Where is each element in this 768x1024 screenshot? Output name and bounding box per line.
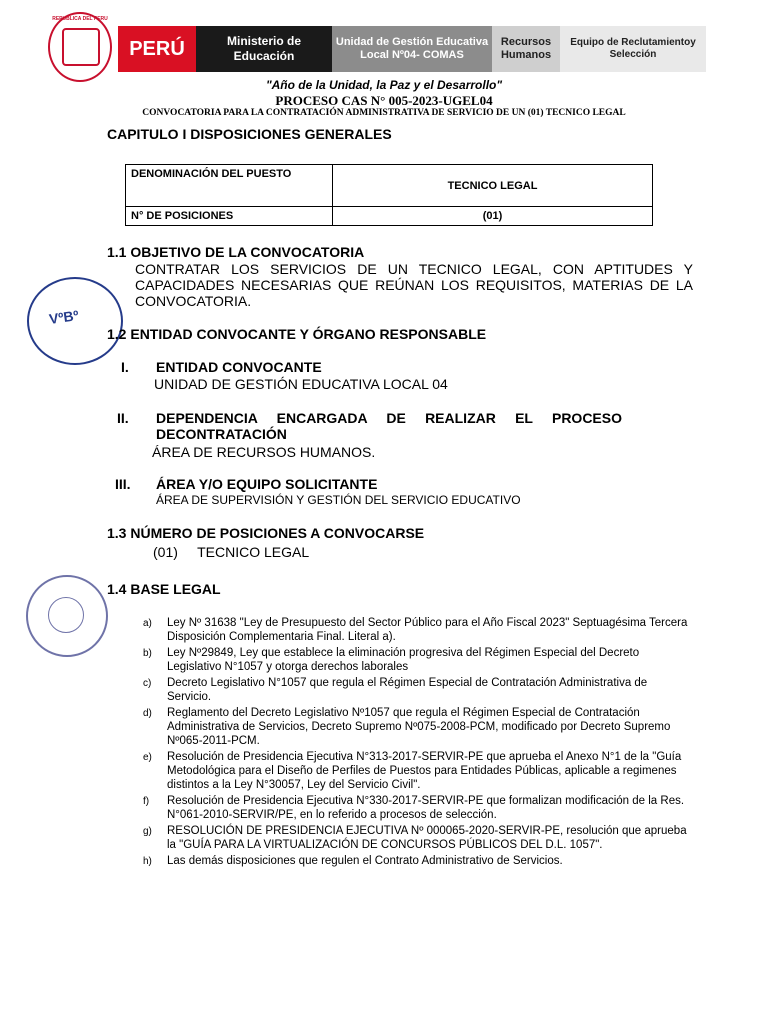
list-marker: h) xyxy=(143,856,152,867)
chapter-title: CAPITULO I DISPOSICIONES GENERALES xyxy=(107,126,392,142)
list-text: Ley Nº29849, Ley que establece la eliminación progresiva del Régimen Especial del Decreto Legislativo N°1057 y otorga derechos laborales xyxy=(167,647,640,673)
list-text: Decreto Legislativo N°1057 que regula el Régimen Especial de Contratación Administrativa de Servicio. xyxy=(167,677,648,703)
ugel-banner: Unidad de Gestión Educativa Local Nº04- COMAS xyxy=(332,26,492,72)
list-item xyxy=(143,750,688,792)
table-row xyxy=(126,207,653,226)
section-1-4-title: 1.4 BASE LEGAL xyxy=(107,581,221,597)
section-1-3-title: 1.3 NÚMERO DE POSICIONES A CONVOCARSE xyxy=(107,525,425,541)
item-i-number: I. xyxy=(121,359,129,375)
item-iii-text: ÁREA DE SUPERVISIÓN Y GESTIÓN DEL SERVICIO EDUCATIVO xyxy=(156,493,521,507)
shield-icon xyxy=(62,28,100,66)
list-marker: d) xyxy=(143,708,152,719)
equipo-banner: Equipo de Reclutamientoy Selección xyxy=(560,26,706,72)
ministry-stamp xyxy=(26,575,108,657)
item-iii-number: III. xyxy=(115,476,131,492)
table-row xyxy=(126,165,653,207)
shield-icon xyxy=(48,597,84,633)
section-1-1-text: CONTRATAR LOS SERVICIOS DE UN TECNICO LEGAL, CON APTITUDES Y CAPACIDADES NECESARIAS QUE REÚNAN LOS REQUISITOS, MATERIAS DE LA CONVOCATORIA. xyxy=(135,261,693,309)
item-ii-number: II. xyxy=(117,410,129,426)
list-text: Resolución de Presidencia Ejecutiva N°313-2017-SERVIR-PE que aprueba el Anexo N°1 de la "Guía Metodológica para el Diseño de Perfiles de Puestos para Entidades Públicas, aplicable a regimenes distintos a la Ley N°30057, Ley del Servicio Civil". xyxy=(167,751,682,791)
list-marker: c) xyxy=(143,678,152,689)
list-marker: a) xyxy=(143,618,152,629)
seal-caption: REPUBLICA DEL PERU xyxy=(52,16,108,22)
section-1-3-text: (01) TECNICO LEGAL xyxy=(153,544,310,560)
rrhh-banner: Recursos Humanos xyxy=(492,26,560,72)
peru-coat-of-arms-seal xyxy=(48,12,112,82)
item-iii-title: ÁREA Y/O EQUIPO SOLICITANTE xyxy=(156,476,378,492)
item-ii-text: ÁREA DE RECURSOS HUMANOS. xyxy=(152,444,376,460)
item-i-text: UNIDAD DE GESTIÓN EDUCATIVA LOCAL 04 xyxy=(154,376,448,392)
item-ii-title: DEPENDENCIA ENCARGADA DE REALIZAR EL PROCESO DECONTRATACIÓN xyxy=(156,410,622,442)
stamp-text: VºBº xyxy=(48,307,80,327)
table-cell: TECNICO LEGAL xyxy=(333,165,653,207)
position-table xyxy=(125,164,653,226)
list-item xyxy=(143,646,688,674)
section-1-1-title: 1.1 OBJETIVO DE LA CONVOCATORIA xyxy=(107,244,365,260)
list-text: Resolución de Presidencia Ejecutiva N°330-2017-SERVIR-PE que formalizan modificación de la Res. N°061-2010-SERVIR/PE, en lo referido a procesos de selección. xyxy=(167,795,685,821)
legal-basis-list xyxy=(143,616,688,871)
table-cell: DENOMINACIÓN DEL PUESTO xyxy=(126,165,333,207)
list-item xyxy=(143,794,688,822)
convocatoria-line: CONVOCATORIA PARA LA CONTRATACIÓN ADMINISTRATIVA DE SERVICIO DE UN (01) TECNICO LEGAL xyxy=(142,108,626,118)
ministerio-banner: Ministerio de Educación xyxy=(196,26,332,72)
list-item xyxy=(143,824,688,852)
list-marker: b) xyxy=(143,648,152,659)
list-text: Las demás disposiciones que regulen el Contrato Administrativo de Servicios. xyxy=(167,855,563,867)
list-text: Reglamento del Decreto Legislativo Nº1057 que regula el Régimen Especial de Contratación Administrativa de Servicios, Decreto Supremo Nº075-2008-PCM, modificado por Decreto Supremo Nº065-2011-PCM. xyxy=(167,707,671,747)
list-marker: f) xyxy=(143,796,150,807)
item-i-title: ENTIDAD CONVOCANTE xyxy=(156,359,322,375)
list-item xyxy=(143,854,688,869)
list-text: RESOLUCIÓN DE PRESIDENCIA EJECUTIVA Nº 000065-2020-SERVIR-PE, resolución que aprueba la "GUÍA PARA LA VIRTUALIZACIÓN DE CONCURSOS PÚBLICOS DEL D.L. 1057". xyxy=(167,825,687,851)
list-item xyxy=(143,676,688,704)
year-motto: "Año de la Unidad, la Paz y el Desarrollo" xyxy=(265,78,503,92)
process-title: PROCESO CAS N° 005-2023-UGEL04 xyxy=(275,93,493,108)
table-cell: (01) xyxy=(333,207,653,226)
list-item xyxy=(143,616,688,644)
list-marker: g) xyxy=(143,826,152,837)
table-cell: N° DE POSICIONES xyxy=(126,207,333,226)
list-marker: e) xyxy=(143,752,152,763)
section-1-2-title: 1.2 ENTIDAD CONVOCANTE Y ÓRGANO RESPONSABLE xyxy=(107,326,487,342)
peru-banner: PERÚ xyxy=(118,26,196,72)
list-text: Ley Nº 31638 "Ley de Presupuesto del Sector Público para el Año Fiscal 2023" Septuagésima Tercera Disposición Complementaria Final. Literal a). xyxy=(167,617,688,643)
list-item xyxy=(143,706,688,748)
vobo-stamp xyxy=(27,277,123,365)
